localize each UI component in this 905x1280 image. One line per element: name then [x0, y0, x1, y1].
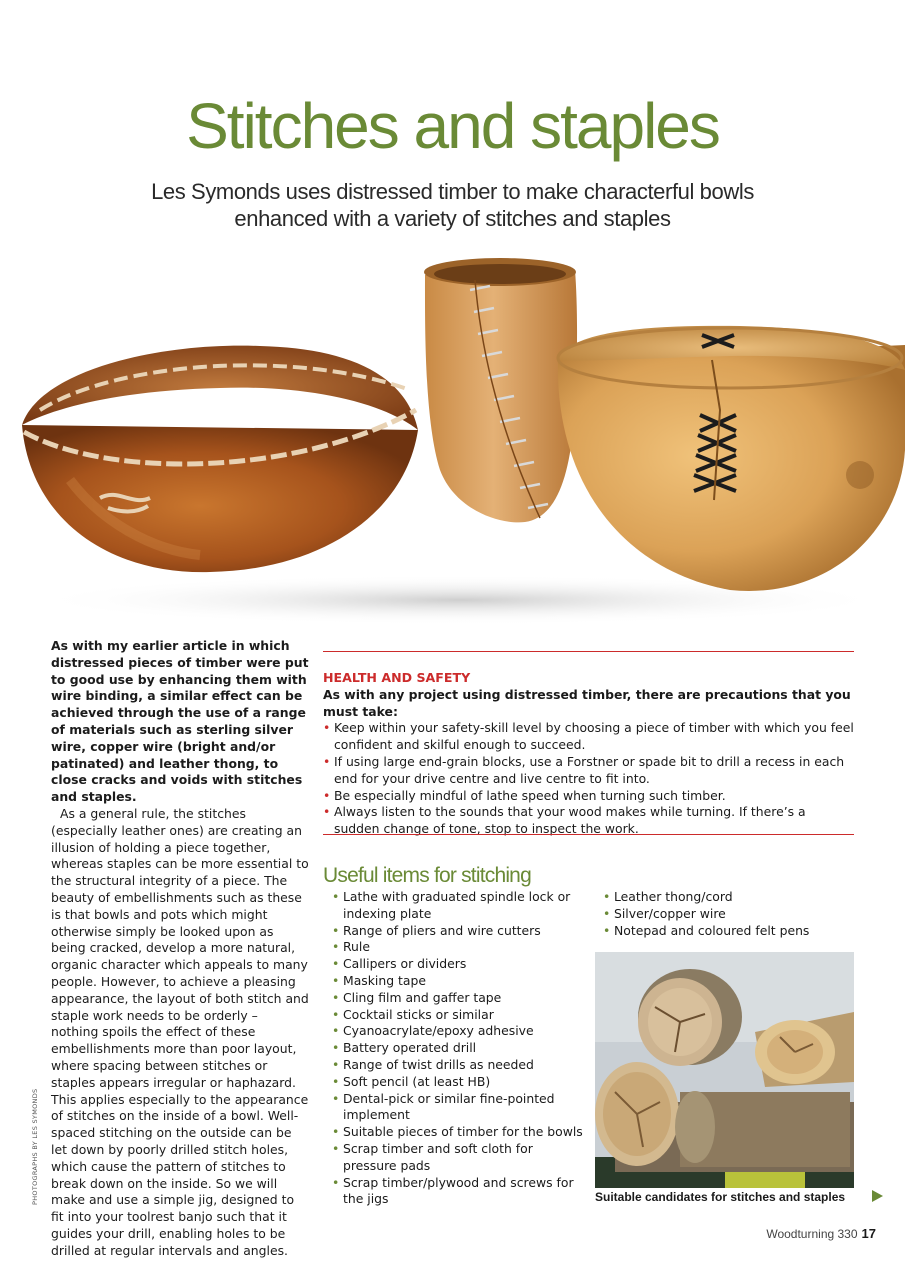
article-title: Stitches and staples — [186, 90, 719, 162]
intro-paragraph: As with my earlier article in which distressed pieces of timber were put to good use by enhancing them with wire binding, a similar effect can be achieved through the use of a range of materials such as sterling silver wire, copper wire (bright and/or patinated) and leather thong, to close cracks and voids with stitches and staples. — [51, 638, 309, 805]
bullet-icon: • — [323, 753, 331, 769]
hero-photo-bowls — [0, 250, 905, 630]
health-safety-top-rule — [323, 651, 854, 652]
bullet-icon: • — [332, 972, 340, 988]
list-item: • Masking tape — [332, 972, 426, 988]
bullet-icon: • — [332, 1073, 340, 1089]
list-item: • Range of twist drills as needed — [332, 1056, 534, 1072]
list-item: • Scrap timber and soft cloth for pressure pads — [332, 1140, 533, 1173]
health-safety-heading: HEALTH AND SAFETY — [323, 670, 471, 685]
bullet-icon: • — [332, 1006, 340, 1022]
bullet-icon: • — [332, 1124, 340, 1140]
list-item: • Suitable pieces of timber for the bowls — [332, 1124, 583, 1140]
list-item: • Lathe with graduated spindle lock or indexing plate — [332, 889, 571, 921]
bullet-icon: • — [323, 804, 331, 820]
useful-items-list-1 — [323, 889, 588, 1208]
bullet-icon: • — [603, 889, 611, 904]
article-subtitle — [120, 178, 785, 232]
bullet-icon: • — [332, 889, 340, 904]
health-safety-bottom-rule — [323, 834, 854, 835]
timber-logs-photo — [595, 952, 854, 1188]
list-item: • Keep within your safety-skill level by choosing a piece of timber with which you feel confident and skilful enough to succeed. — [323, 720, 854, 753]
list-item: • Notepad and coloured felt pens — [603, 922, 810, 938]
health-safety-list — [323, 720, 854, 838]
list-item: • Range of pliers and wire cutters — [332, 922, 541, 938]
list-item: • Silver/copper wire — [603, 905, 726, 921]
list-item: • Cyanoacrylate/epoxy adhesive — [332, 1023, 534, 1039]
bullet-icon: • — [332, 1040, 340, 1056]
useful-items-heading: Useful items for stitching — [323, 864, 531, 887]
list-item: • Be especially mindful of lathe speed when turning such timber. — [323, 787, 726, 803]
photo-caption: Suitable candidates for stitches and staples — [595, 1190, 846, 1204]
subtitle-line-2: enhanced with a variety of stitches and staples — [234, 206, 671, 231]
list-item: • Leather thong/cord — [603, 889, 733, 904]
list-item: • Battery operated drill — [332, 1040, 477, 1056]
bullet-icon: • — [603, 922, 611, 938]
list-item: • Callipers or dividers — [332, 956, 467, 972]
bullet-icon: • — [323, 720, 331, 736]
body-paragraph: As a general rule, the stitches (especially leather ones) are creating an illusion of holding a piece together, whereas staples can be more essential to the structural integrity of a piece. The beauty of embellishments such as these is that bowls and pots which might otherwise simply be looked upon as being cracked, develop a more natural, organic character which appeals to many people. However, to achieve a pleasing appearance, the layout of both stitch and staple work needs to be orderly – nothing spoils the effect of these embellishments more than poor layout, where spacing between stitches or staples appears irregular or haphazard. This applies especially to the appearance of stitches on the inside of a bowl. Well-spaced stitching on the outside can be let down by poorly drilled stitch holes, which cause the pattern of stitches to break down on the inside. So we will make and use a simple jig, designed to fit into your toolrest banjo such that it guides your drill, enabling holes to be drilled at regular intervals and angles. — [51, 805, 309, 1258]
list-item: • Cocktail sticks or similar — [332, 1006, 494, 1022]
bullet-icon: • — [603, 905, 611, 921]
left-column — [51, 638, 309, 1259]
list-item: • Cling film and gaffer tape — [332, 989, 502, 1005]
continue-arrow-icon — [872, 1190, 883, 1202]
bullet-icon: • — [332, 1056, 340, 1072]
bullet-icon: • — [332, 922, 340, 938]
health-safety-intro: As with any project using distressed timber, there are precautions that you must take: — [323, 686, 851, 719]
list-item: • Dental-pick or similar fine-pointed implement — [332, 1090, 555, 1123]
bullet-icon: • — [332, 1090, 340, 1106]
bullet-icon: • — [332, 1023, 340, 1039]
list-item: • Soft pencil (at least HB) — [332, 1073, 491, 1089]
page-number: 17 — [861, 1226, 876, 1241]
bullet-icon: • — [332, 1174, 340, 1190]
photo-credit: PHOTOGRAPHS BY LES SYMONDS — [31, 1088, 39, 1205]
list-item: • Always listen to the sounds that your wood makes while turning. If there’s a sudden change of tone, stop to inspect the work. — [323, 804, 806, 837]
subtitle-line-1: Les Symonds uses distressed timber to make characterful bowls — [151, 179, 754, 204]
list-item: • If using large end-grain blocks, use a Forstner or spade bit to drill a recess in each end for your drive centre and live centre to fit into. — [323, 753, 845, 786]
bullet-icon: • — [323, 787, 331, 803]
bullet-icon: • — [332, 1140, 340, 1156]
page-footer — [740, 1226, 876, 1241]
list-item: • Rule — [332, 939, 370, 955]
magazine-issue: Woodturning 330 — [766, 1227, 858, 1241]
bullet-icon: • — [332, 956, 340, 972]
list-item: • Scrap timber/plywood and screws for the jigs — [332, 1174, 574, 1207]
health-safety-box — [323, 670, 854, 838]
useful-items-list-2 — [594, 889, 854, 939]
bullet-icon: • — [332, 989, 340, 1005]
bullet-icon: • — [332, 939, 340, 955]
